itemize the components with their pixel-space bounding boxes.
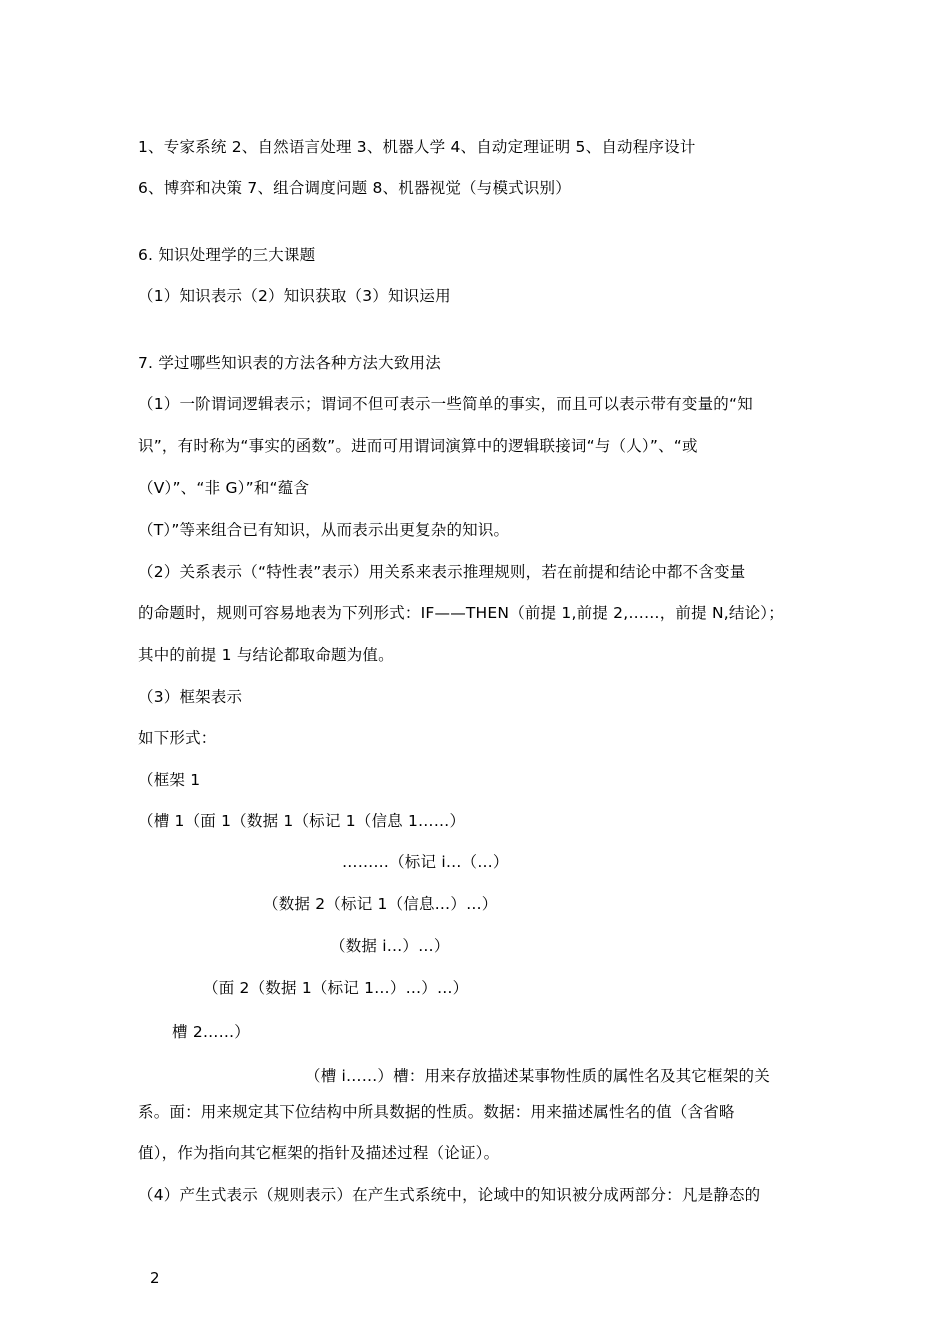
text-line: （4）产生式表示（规则表示）在产生式系统中，论域中的知识被分成两部分：凡是静态的 xyxy=(138,1186,761,1204)
text-line: 6、博弈和决策 7、组合调度问题 8、机器视觉（与模式识别） xyxy=(138,179,571,197)
text-line: 系。面：用来规定其下位结构中所具数据的性质。数据：用来描述属性名的值（含省略 xyxy=(138,1103,735,1121)
text-line: 的命题时，规则可容易地表为下列形式：IF——THEN（前提 1,前提 2,……，前提 N,结论）； xyxy=(138,604,784,622)
text-line: 值），作为指向其它框架的指针及描述过程（论证）。 xyxy=(138,1144,500,1162)
text-line: （2）关系表示（“特性表”表示）用关系来表示推理规则，若在前提和结论中都不含变量 xyxy=(138,563,746,581)
text-line: （1）知识表示（2）知识获取（3）知识运用 xyxy=(138,287,451,305)
text-line: ………（标记 i…（…） xyxy=(342,853,509,871)
text-line: （槽 i……）槽：用来存放描述某事物性质的属性名及其它框架的关 xyxy=(305,1067,770,1085)
text-line: （数据 2（标记 1（信息…）…） xyxy=(263,895,498,913)
text-line: （3）框架表示 xyxy=(138,688,243,706)
text-line: 如下形式： xyxy=(138,729,217,747)
page-number: 2 xyxy=(150,1269,160,1287)
text-line: （数据 i…）…） xyxy=(330,937,450,955)
text-line: 1、专家系统 2、自然语言处理 3、机器人学 4、自动定理证明 5、自动程序设计 xyxy=(138,138,696,156)
text-line: （T）”等来组合已有知识，从而表示出更复杂的知识。 xyxy=(138,521,510,539)
section-heading: 6. 知识处理学的三大课题 xyxy=(138,246,316,264)
text-line: （槽 1（面 1（数据 1（标记 1（信息 1……） xyxy=(138,812,466,830)
text-line: （V）”、“非 G）”和“蕴含 xyxy=(138,479,310,497)
text-line: 其中的前提 1 与结论都取命题为值。 xyxy=(138,646,394,664)
text-line: （框架 1 xyxy=(138,771,201,789)
text-line: （1）一阶谓词逻辑表示；谓词不但可表示一些简单的事实，而且可以表示带有变量的“知 xyxy=(138,395,753,413)
section-heading: 7. 学过哪些知识表的方法各种方法大致用法 xyxy=(138,354,441,372)
text-line: 槽 2……） xyxy=(172,1023,250,1041)
text-line: 识”，有时称为“事实的函数”。进而可用谓词演算中的逻辑联接词“与（人）”、“或 xyxy=(138,437,698,455)
text-line: （面 2（数据 1（标记 1…）…）…） xyxy=(203,979,469,997)
